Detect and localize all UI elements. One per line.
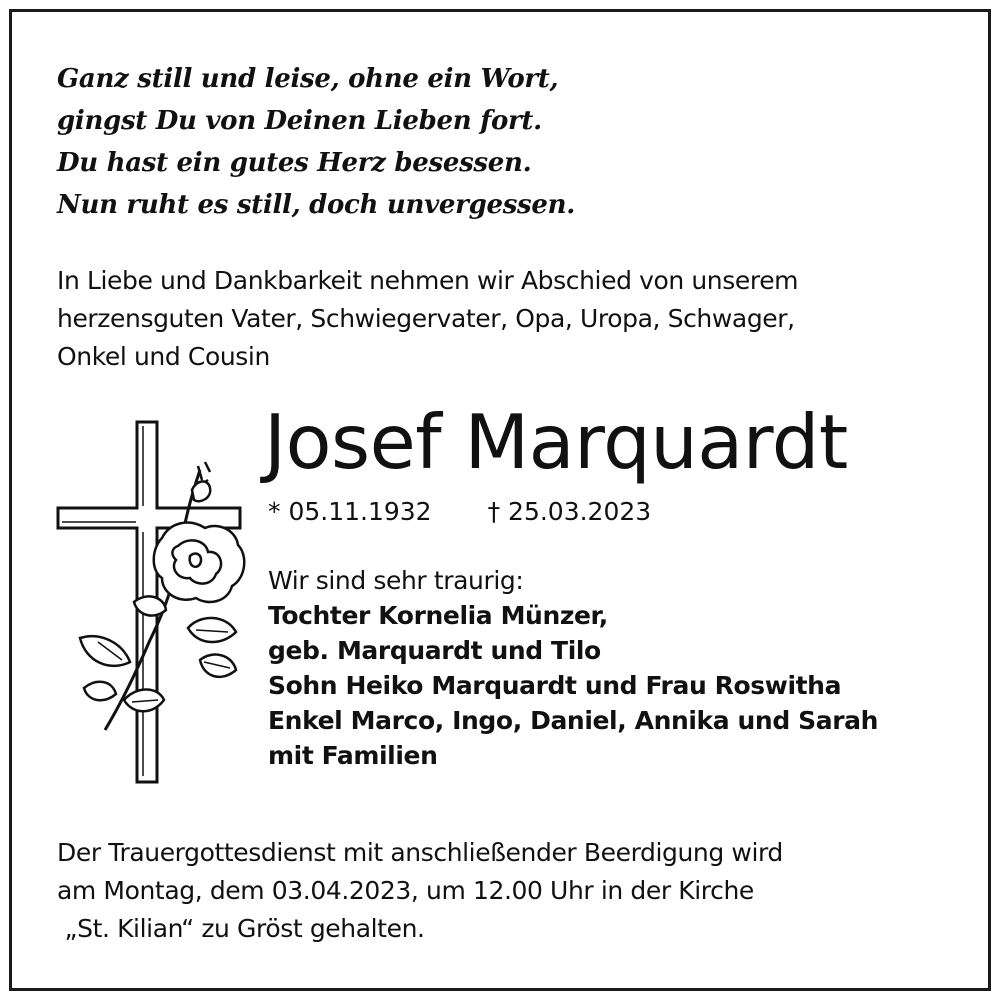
death-date: † 25.03.2023 <box>487 497 652 526</box>
intro-line: herzensguten Vater, Schwiegervater, Opa, Uropa, Schwager, <box>57 304 795 333</box>
service-line: „St. Kilian“ zu Gröst gehalten. <box>57 914 425 943</box>
mourner-line: mit Familien <box>268 741 438 770</box>
memorial-verse <box>57 58 575 226</box>
mourners-heading: Wir sind sehr traurig: <box>268 566 524 595</box>
deceased-name: Josef Marquardt <box>264 398 848 486</box>
farewell-intro <box>57 262 957 376</box>
verse-line: gingst Du von Deinen Lieben fort. <box>57 106 542 136</box>
intro-line: Onkel und Cousin <box>57 342 270 371</box>
verse-line: Nun ruht es still, doch unvergessen. <box>57 190 575 220</box>
mourner-line: geb. Marquardt und Tilo <box>268 636 601 665</box>
service-info <box>57 834 957 948</box>
service-line: am Montag, dem 03.04.2023, um 12.00 Uhr in der Kirche <box>57 876 754 905</box>
life-dates <box>268 495 651 529</box>
mourners-block <box>268 563 878 773</box>
verse-line: Ganz still und leise, ohne ein Wort, <box>57 64 559 94</box>
intro-line: In Liebe und Dankbarkeit nehmen wir Abschied von unserem <box>57 266 799 295</box>
service-line: Der Trauergottesdienst mit anschließender Beerdigung wird <box>57 838 783 867</box>
cross-with-rose-icon <box>50 410 265 800</box>
mourner-line: Tochter Kornelia Münzer, <box>268 601 608 630</box>
mourner-line: Enkel Marco, Ingo, Daniel, Annika und Sarah <box>268 706 878 735</box>
verse-line: Du hast ein gutes Herz besessen. <box>57 148 532 178</box>
birth-date: * 05.11.1932 <box>268 497 432 526</box>
mourner-line: Sohn Heiko Marquardt und Frau Roswitha <box>268 671 842 700</box>
